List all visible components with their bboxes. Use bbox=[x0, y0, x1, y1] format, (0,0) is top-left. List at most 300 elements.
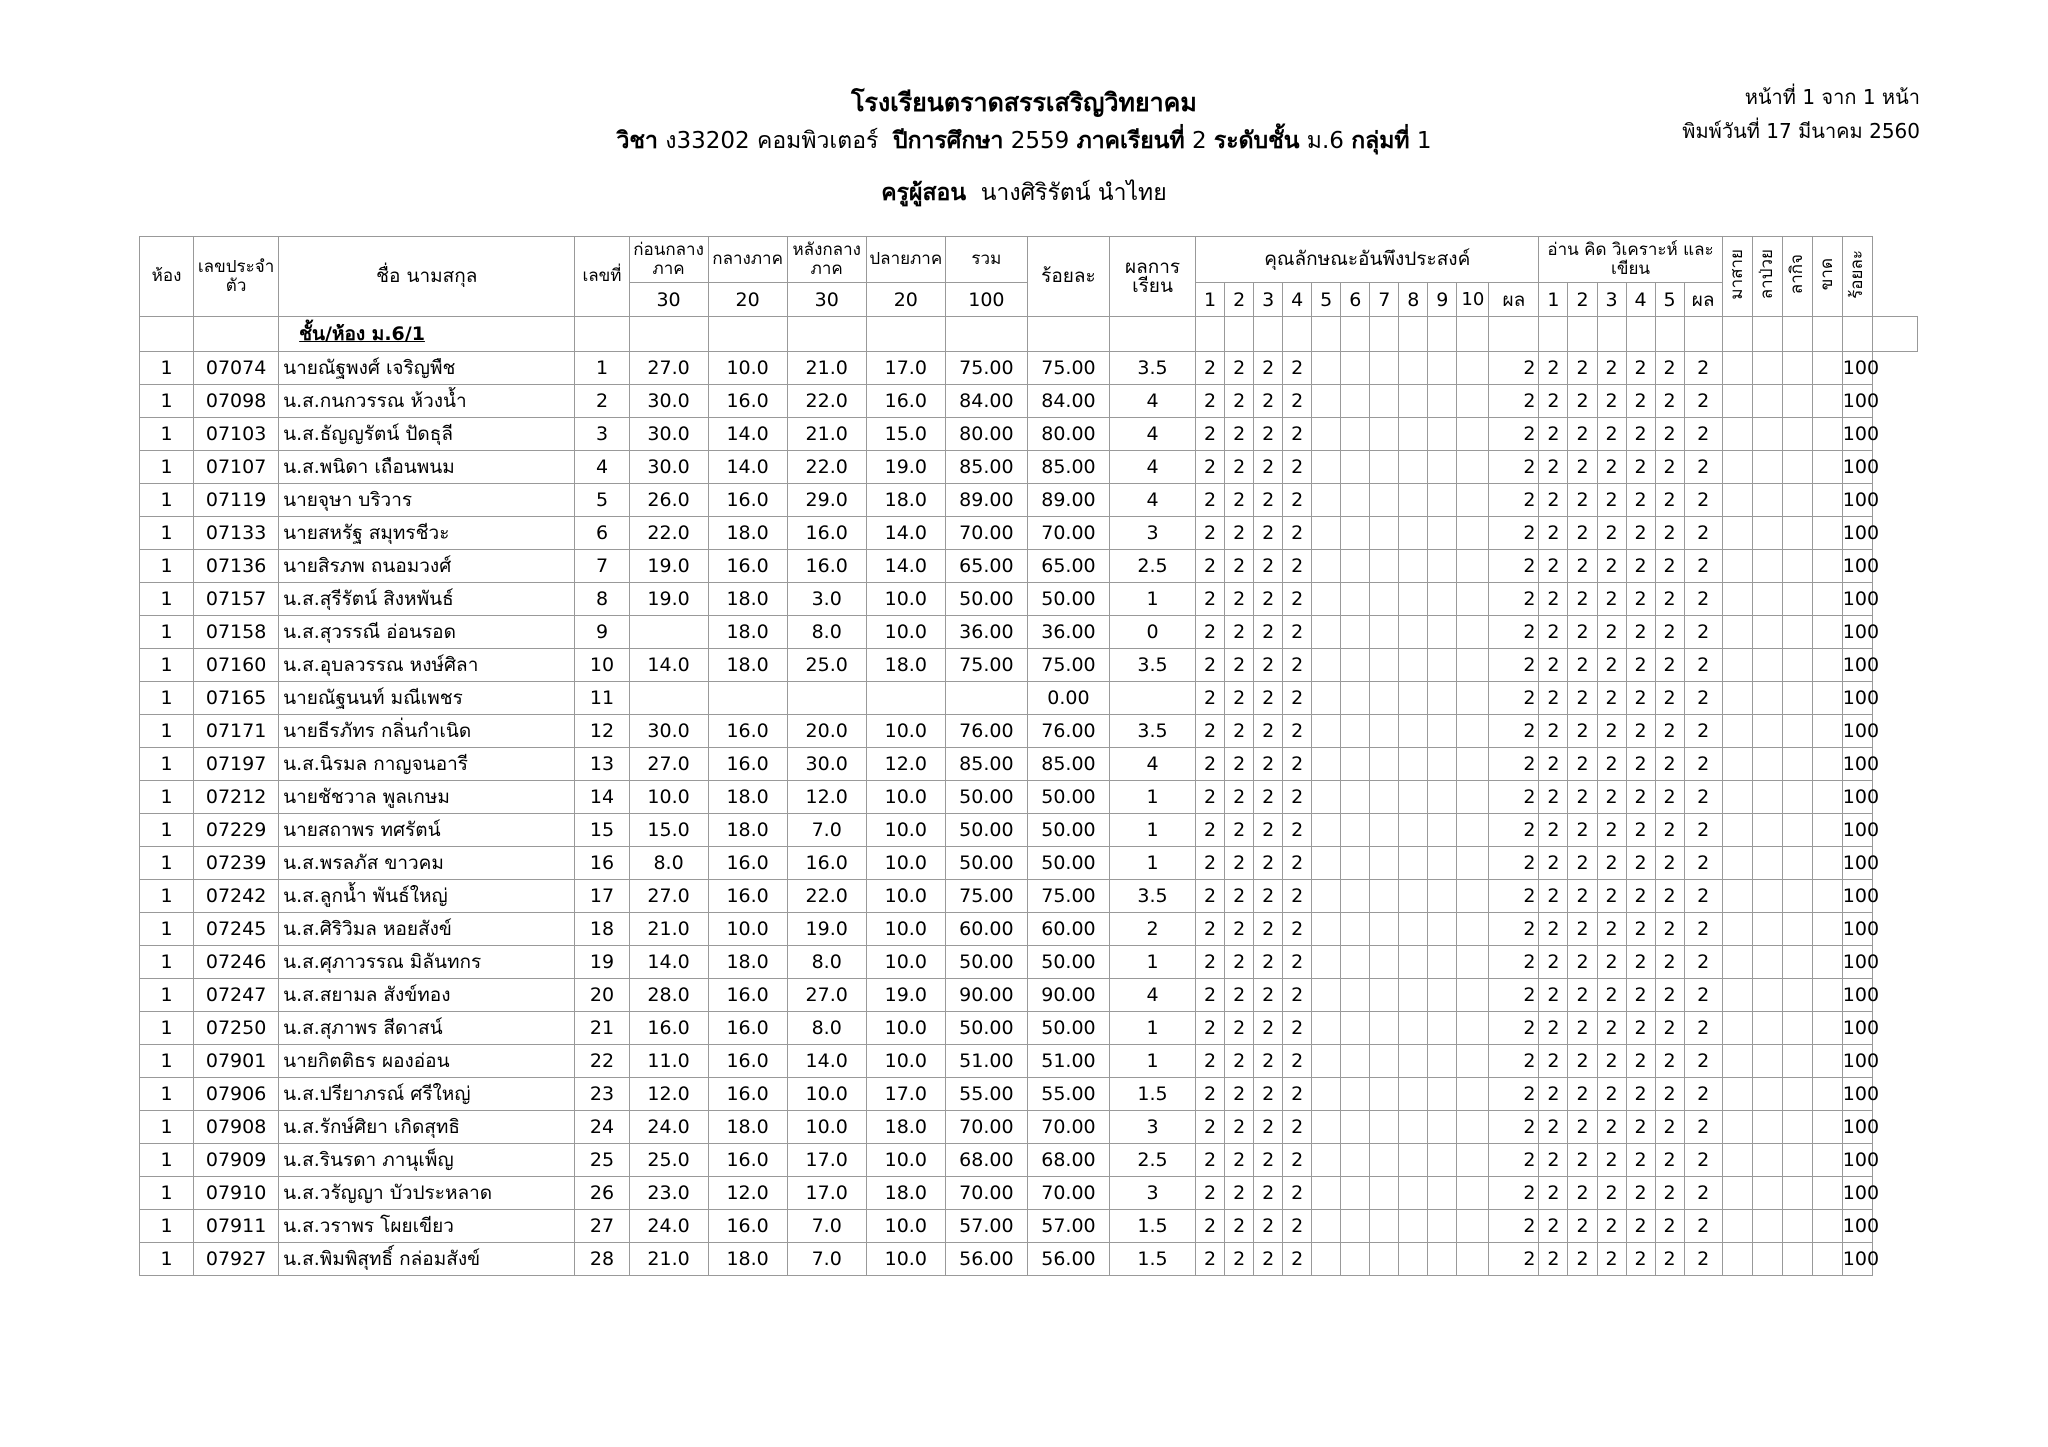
trait-score: 2 bbox=[1254, 1045, 1283, 1078]
post-mid-score: 10.0 bbox=[787, 1078, 866, 1111]
attendance-cell: 100 bbox=[1842, 946, 1872, 979]
post-mid-score: 22.0 bbox=[787, 385, 866, 418]
reading-score: 2 bbox=[1626, 1144, 1655, 1177]
absent-cell bbox=[1812, 781, 1842, 814]
percent-cell: 75.00 bbox=[1027, 880, 1109, 913]
section-cell bbox=[708, 317, 787, 352]
absent-cell bbox=[1812, 979, 1842, 1012]
section-cell bbox=[1196, 317, 1225, 352]
absent-cell bbox=[1812, 616, 1842, 649]
trait-col-4: 4 bbox=[1283, 283, 1312, 317]
reading-score: 2 bbox=[1626, 451, 1655, 484]
number-cell: 17 bbox=[575, 880, 629, 913]
mid-score: 18.0 bbox=[708, 1111, 787, 1144]
attendance-cell: 100 bbox=[1842, 847, 1872, 880]
student-name-cell: น.ส.วรัญญา บัวประหลาด bbox=[279, 1177, 575, 1210]
student-name-cell: น.ส.ศุภาวรรณ มิลันทกร bbox=[279, 946, 575, 979]
reading-score: 2 bbox=[1655, 517, 1684, 550]
total-score: 84.00 bbox=[945, 385, 1027, 418]
school-name: โรงเรียนตราดสรรเสริญวิทยาคม bbox=[851, 88, 1197, 117]
trait-score: 2 bbox=[1225, 979, 1254, 1012]
student-id-cell: 07247 bbox=[194, 979, 279, 1012]
late-cell bbox=[1722, 1243, 1752, 1276]
percent-cell: 50.00 bbox=[1027, 847, 1109, 880]
trait-score bbox=[1399, 1012, 1428, 1045]
sick-cell bbox=[1752, 484, 1782, 517]
trait-result: 2 bbox=[1489, 1111, 1539, 1144]
section-cell bbox=[1655, 317, 1684, 352]
student-name-cell: น.ส.สุภาพร สีดาสน์ bbox=[279, 1012, 575, 1045]
sick-cell bbox=[1752, 1144, 1782, 1177]
mid-score bbox=[708, 682, 787, 715]
post-mid-score: 7.0 bbox=[787, 1243, 866, 1276]
reading-score: 2 bbox=[1626, 715, 1655, 748]
room-cell: 1 bbox=[140, 814, 194, 847]
reading-score: 2 bbox=[1568, 1078, 1597, 1111]
trait-score: 2 bbox=[1283, 418, 1312, 451]
student-name-cell: นายสิรภพ ถนอมวงศ์ bbox=[279, 550, 575, 583]
reading-score: 2 bbox=[1626, 550, 1655, 583]
trait-score bbox=[1399, 649, 1428, 682]
table-row bbox=[140, 1144, 1918, 1177]
trait-result: 2 bbox=[1489, 913, 1539, 946]
trait-score: 2 bbox=[1196, 583, 1225, 616]
reading-score: 2 bbox=[1626, 484, 1655, 517]
trait-score bbox=[1399, 1045, 1428, 1078]
table-row bbox=[140, 385, 1918, 418]
reading-result: 2 bbox=[1684, 1045, 1722, 1078]
leave-cell bbox=[1782, 1111, 1812, 1144]
late-cell bbox=[1722, 880, 1752, 913]
absent-cell bbox=[1812, 946, 1842, 979]
trait-score bbox=[1312, 484, 1341, 517]
trait-score bbox=[1341, 484, 1370, 517]
trait-score bbox=[1312, 1177, 1341, 1210]
trait-score: 2 bbox=[1254, 913, 1283, 946]
reading-score: 2 bbox=[1568, 517, 1597, 550]
student-name-cell: น.ส.สุรีรัตน์ สิงหพันธ์ bbox=[279, 583, 575, 616]
mid-score: 18.0 bbox=[708, 781, 787, 814]
room-cell: 1 bbox=[140, 451, 194, 484]
pre-mid-score: 27.0 bbox=[629, 352, 708, 385]
reading-score: 2 bbox=[1539, 814, 1568, 847]
table-row bbox=[140, 451, 1918, 484]
percent-cell: 80.00 bbox=[1027, 418, 1109, 451]
trait-score bbox=[1370, 517, 1399, 550]
final-score: 18.0 bbox=[866, 484, 945, 517]
number-cell: 10 bbox=[575, 649, 629, 682]
col-room: ห้อง bbox=[140, 237, 194, 317]
trait-score bbox=[1428, 1045, 1457, 1078]
student-name-cell: นายสถาพร ทศรัตน์ bbox=[279, 814, 575, 847]
grade-cell: 2.5 bbox=[1109, 1144, 1195, 1177]
number-cell: 24 bbox=[575, 1111, 629, 1144]
trait-score: 2 bbox=[1225, 484, 1254, 517]
total-score: 70.00 bbox=[945, 517, 1027, 550]
reading-score: 2 bbox=[1568, 748, 1597, 781]
absent-cell bbox=[1812, 451, 1842, 484]
trait-score: 2 bbox=[1283, 814, 1312, 847]
reading-score: 2 bbox=[1539, 946, 1568, 979]
percent-cell: 56.00 bbox=[1027, 1243, 1109, 1276]
reading-score: 2 bbox=[1626, 979, 1655, 1012]
reading-score: 2 bbox=[1655, 550, 1684, 583]
section-cell bbox=[1752, 317, 1782, 352]
total-score: 50.00 bbox=[945, 583, 1027, 616]
col-grade: ผลการเรียน bbox=[1109, 237, 1195, 317]
reading-score: 2 bbox=[1568, 781, 1597, 814]
reading-score: 2 bbox=[1568, 418, 1597, 451]
room-cell: 1 bbox=[140, 979, 194, 1012]
final-score: 14.0 bbox=[866, 517, 945, 550]
final-score: 14.0 bbox=[866, 550, 945, 583]
total-score: 89.00 bbox=[945, 484, 1027, 517]
room-cell: 1 bbox=[140, 385, 194, 418]
trait-score bbox=[1457, 979, 1489, 1012]
room-cell: 1 bbox=[140, 682, 194, 715]
reading-score: 2 bbox=[1568, 484, 1597, 517]
student-name-cell: นายจุษา บริวาร bbox=[279, 484, 575, 517]
leave-cell bbox=[1782, 616, 1812, 649]
reading-score: 2 bbox=[1655, 484, 1684, 517]
trait-score: 2 bbox=[1225, 451, 1254, 484]
col-name: ชื่อ นามสกุล bbox=[279, 237, 575, 317]
reading-score: 2 bbox=[1568, 1045, 1597, 1078]
col-final: ปลายภาค bbox=[866, 237, 945, 283]
trait-score bbox=[1399, 583, 1428, 616]
trait-score bbox=[1399, 682, 1428, 715]
reading-score: 2 bbox=[1568, 880, 1597, 913]
trait-score: 2 bbox=[1254, 1078, 1283, 1111]
reading-score: 2 bbox=[1626, 913, 1655, 946]
pre-mid-score: 19.0 bbox=[629, 550, 708, 583]
reading-score: 2 bbox=[1568, 385, 1597, 418]
trait-score: 2 bbox=[1283, 385, 1312, 418]
absent-cell bbox=[1812, 1144, 1842, 1177]
col-number: เลขที่ bbox=[575, 237, 629, 317]
reading-score: 2 bbox=[1568, 913, 1597, 946]
section-cell bbox=[575, 317, 629, 352]
table-row bbox=[140, 913, 1918, 946]
reading-score: 2 bbox=[1597, 1210, 1626, 1243]
absent-cell bbox=[1812, 550, 1842, 583]
reading-result: 2 bbox=[1684, 1177, 1722, 1210]
trait-score: 2 bbox=[1254, 814, 1283, 847]
reading-score: 2 bbox=[1568, 550, 1597, 583]
reading-score: 2 bbox=[1597, 517, 1626, 550]
reading-result: 2 bbox=[1684, 484, 1722, 517]
attendance-label: ร้อยละ bbox=[1847, 249, 1868, 299]
mid-score: 16.0 bbox=[708, 550, 787, 583]
grade-cell: 2.5 bbox=[1109, 550, 1195, 583]
trait-score: 2 bbox=[1225, 1210, 1254, 1243]
reading-result: 2 bbox=[1684, 682, 1722, 715]
room-cell: 1 bbox=[140, 1078, 194, 1111]
final-score: 10.0 bbox=[866, 880, 945, 913]
trait-col-8: 8 bbox=[1399, 283, 1428, 317]
late-cell bbox=[1722, 1012, 1752, 1045]
post-mid-score: 25.0 bbox=[787, 649, 866, 682]
number-cell: 4 bbox=[575, 451, 629, 484]
trait-score bbox=[1399, 1210, 1428, 1243]
reading-result: 2 bbox=[1684, 649, 1722, 682]
student-id-cell: 07910 bbox=[194, 1177, 279, 1210]
table-row bbox=[140, 715, 1918, 748]
room-cell: 1 bbox=[140, 781, 194, 814]
trait-score bbox=[1312, 352, 1341, 385]
trait-score bbox=[1341, 847, 1370, 880]
sick-cell bbox=[1752, 748, 1782, 781]
total-score: 50.00 bbox=[945, 946, 1027, 979]
final-score: 17.0 bbox=[866, 1078, 945, 1111]
trait-score bbox=[1457, 880, 1489, 913]
trait-score: 2 bbox=[1196, 1210, 1225, 1243]
trait-score bbox=[1312, 1243, 1341, 1276]
student-id-cell: 07212 bbox=[194, 781, 279, 814]
number-cell: 3 bbox=[575, 418, 629, 451]
reading-score: 2 bbox=[1655, 418, 1684, 451]
student-name-cell: น.ส.อุบลวรรณ หงษ์ศิลา bbox=[279, 649, 575, 682]
reading-score: 2 bbox=[1539, 484, 1568, 517]
reading-score: 2 bbox=[1626, 946, 1655, 979]
section-cell bbox=[1283, 317, 1312, 352]
reading-score: 2 bbox=[1597, 616, 1626, 649]
trait-score bbox=[1370, 1078, 1399, 1111]
reading-score: 2 bbox=[1655, 1177, 1684, 1210]
reading-score: 2 bbox=[1626, 418, 1655, 451]
trait-score bbox=[1312, 1210, 1341, 1243]
student-id-cell: 07158 bbox=[194, 616, 279, 649]
leave-cell bbox=[1782, 946, 1812, 979]
total-score: 76.00 bbox=[945, 715, 1027, 748]
percent-cell: 65.00 bbox=[1027, 550, 1109, 583]
sick-cell bbox=[1752, 880, 1782, 913]
pre-mid-score: 11.0 bbox=[629, 1045, 708, 1078]
room-cell: 1 bbox=[140, 649, 194, 682]
student-name-cell: นายสหรัฐ สมุทรชีวะ bbox=[279, 517, 575, 550]
leave-cell bbox=[1782, 550, 1812, 583]
total-score: 80.00 bbox=[945, 418, 1027, 451]
sick-cell bbox=[1752, 385, 1782, 418]
total-score: 57.00 bbox=[945, 1210, 1027, 1243]
reading-score: 2 bbox=[1597, 781, 1626, 814]
reading-score: 2 bbox=[1539, 616, 1568, 649]
number-cell: 11 bbox=[575, 682, 629, 715]
attendance-cell: 100 bbox=[1842, 1144, 1872, 1177]
trait-col-7: 7 bbox=[1370, 283, 1399, 317]
leave-cell bbox=[1782, 484, 1812, 517]
trait-score: 2 bbox=[1283, 1210, 1312, 1243]
section-label: ชั้น/ห้อง ม.6/1 bbox=[279, 317, 575, 352]
pre-mid-score: 10.0 bbox=[629, 781, 708, 814]
percent-cell: 70.00 bbox=[1027, 1177, 1109, 1210]
leave-cell bbox=[1782, 781, 1812, 814]
col-attendance bbox=[1842, 237, 1872, 317]
post-mid-score: 17.0 bbox=[787, 1177, 866, 1210]
trait-score: 2 bbox=[1283, 1012, 1312, 1045]
absent-cell bbox=[1812, 715, 1842, 748]
col-total: รวม bbox=[945, 237, 1027, 283]
mid-score: 16.0 bbox=[708, 979, 787, 1012]
student-id-cell: 07107 bbox=[194, 451, 279, 484]
trait-result-col: ผล bbox=[1489, 283, 1539, 317]
table-row bbox=[140, 1045, 1918, 1078]
mid-score: 18.0 bbox=[708, 649, 787, 682]
attendance-cell: 100 bbox=[1842, 385, 1872, 418]
reading-score: 2 bbox=[1597, 352, 1626, 385]
grade-cell: 1.5 bbox=[1109, 1210, 1195, 1243]
student-name-cell: น.ส.สุวรรณี อ่อนรอด bbox=[279, 616, 575, 649]
trait-score bbox=[1428, 583, 1457, 616]
reading-score: 2 bbox=[1655, 913, 1684, 946]
trait-score bbox=[1457, 913, 1489, 946]
trait-score bbox=[1457, 385, 1489, 418]
trait-score bbox=[1399, 946, 1428, 979]
trait-score bbox=[1341, 583, 1370, 616]
max-post-mid: 30 bbox=[787, 283, 866, 317]
pre-mid-score: 26.0 bbox=[629, 484, 708, 517]
trait-score: 2 bbox=[1254, 880, 1283, 913]
trait-col-2: 2 bbox=[1225, 283, 1254, 317]
attendance-cell: 100 bbox=[1842, 682, 1872, 715]
late-cell bbox=[1722, 946, 1752, 979]
trait-result: 2 bbox=[1489, 484, 1539, 517]
reading-score: 2 bbox=[1539, 451, 1568, 484]
post-mid-score: 8.0 bbox=[787, 616, 866, 649]
final-score: 10.0 bbox=[866, 913, 945, 946]
trait-score bbox=[1399, 385, 1428, 418]
absent-cell bbox=[1812, 913, 1842, 946]
trait-score bbox=[1428, 781, 1457, 814]
reading-score: 2 bbox=[1626, 649, 1655, 682]
percent-cell: 60.00 bbox=[1027, 913, 1109, 946]
trait-score: 2 bbox=[1225, 352, 1254, 385]
reading-result: 2 bbox=[1684, 946, 1722, 979]
reading-score: 2 bbox=[1655, 583, 1684, 616]
student-name-cell: น.ส.นิรมล กาญจนอารี bbox=[279, 748, 575, 781]
reading-score: 2 bbox=[1655, 352, 1684, 385]
trait-score bbox=[1457, 781, 1489, 814]
trait-score bbox=[1341, 1210, 1370, 1243]
trait-score bbox=[1399, 550, 1428, 583]
room-cell: 1 bbox=[140, 517, 194, 550]
section-cell bbox=[1842, 317, 1872, 352]
total-score: 55.00 bbox=[945, 1078, 1027, 1111]
total-score: 50.00 bbox=[945, 847, 1027, 880]
final-score: 10.0 bbox=[866, 1210, 945, 1243]
sick-cell bbox=[1752, 1111, 1782, 1144]
trait-score: 2 bbox=[1254, 616, 1283, 649]
sick-cell bbox=[1752, 418, 1782, 451]
final-score: 10.0 bbox=[866, 583, 945, 616]
reading-score: 2 bbox=[1568, 979, 1597, 1012]
leave-cell bbox=[1782, 451, 1812, 484]
trait-score bbox=[1370, 1144, 1399, 1177]
number-cell: 9 bbox=[575, 616, 629, 649]
student-id-cell: 07098 bbox=[194, 385, 279, 418]
trait-score bbox=[1428, 1111, 1457, 1144]
trait-score bbox=[1428, 1144, 1457, 1177]
total-score: 50.00 bbox=[945, 814, 1027, 847]
grade-cell: 1 bbox=[1109, 1012, 1195, 1045]
trait-score: 2 bbox=[1254, 649, 1283, 682]
number-cell: 15 bbox=[575, 814, 629, 847]
late-cell bbox=[1722, 1177, 1752, 1210]
trait-result: 2 bbox=[1489, 418, 1539, 451]
trait-score bbox=[1312, 451, 1341, 484]
trait-score bbox=[1428, 946, 1457, 979]
reading-score: 2 bbox=[1568, 649, 1597, 682]
total-score: 50.00 bbox=[945, 1012, 1027, 1045]
reading-result: 2 bbox=[1684, 385, 1722, 418]
number-cell: 27 bbox=[575, 1210, 629, 1243]
number-cell: 8 bbox=[575, 583, 629, 616]
percent-cell: 70.00 bbox=[1027, 517, 1109, 550]
reading-result: 2 bbox=[1684, 1111, 1722, 1144]
sick-cell bbox=[1752, 715, 1782, 748]
final-score: 10.0 bbox=[866, 847, 945, 880]
attendance-cell: 100 bbox=[1842, 814, 1872, 847]
student-name-cell: น.ส.ลูกน้ำ พันธ์ใหญ่ bbox=[279, 880, 575, 913]
print-date: พิมพ์วันที่ 17 มีนาคม 2560 bbox=[1682, 119, 1920, 143]
trait-score: 2 bbox=[1225, 1243, 1254, 1276]
grade-cell: 4 bbox=[1109, 484, 1195, 517]
trait-score bbox=[1341, 649, 1370, 682]
reading-score: 2 bbox=[1655, 1144, 1684, 1177]
trait-score: 2 bbox=[1196, 880, 1225, 913]
trait-score bbox=[1399, 1111, 1428, 1144]
trait-score bbox=[1341, 715, 1370, 748]
trait-score: 2 bbox=[1225, 649, 1254, 682]
trait-score: 2 bbox=[1225, 1078, 1254, 1111]
reading-col-4: 4 bbox=[1626, 283, 1655, 317]
trait-score bbox=[1457, 352, 1489, 385]
total-score: 70.00 bbox=[945, 1111, 1027, 1144]
number-cell: 25 bbox=[575, 1144, 629, 1177]
trait-score bbox=[1428, 385, 1457, 418]
trait-score bbox=[1457, 1078, 1489, 1111]
grade-cell: 0 bbox=[1109, 616, 1195, 649]
pre-mid-score: 25.0 bbox=[629, 1144, 708, 1177]
student-id-cell: 07103 bbox=[194, 418, 279, 451]
trait-score bbox=[1341, 1078, 1370, 1111]
absent-cell bbox=[1812, 814, 1842, 847]
post-mid-score: 7.0 bbox=[787, 814, 866, 847]
attendance-cell: 100 bbox=[1842, 484, 1872, 517]
trait-score: 2 bbox=[1196, 682, 1225, 715]
trait-result: 2 bbox=[1489, 1144, 1539, 1177]
number-cell: 23 bbox=[575, 1078, 629, 1111]
reading-score: 2 bbox=[1539, 649, 1568, 682]
trait-score: 2 bbox=[1225, 781, 1254, 814]
reading-score: 2 bbox=[1539, 385, 1568, 418]
trait-score bbox=[1399, 1177, 1428, 1210]
percent-cell: 50.00 bbox=[1027, 583, 1109, 616]
reading-result: 2 bbox=[1684, 1078, 1722, 1111]
trait-score bbox=[1341, 913, 1370, 946]
final-score: 10.0 bbox=[866, 715, 945, 748]
post-mid-score: 30.0 bbox=[787, 748, 866, 781]
section-cell bbox=[1370, 317, 1399, 352]
reading-score: 2 bbox=[1539, 781, 1568, 814]
trait-result: 2 bbox=[1489, 979, 1539, 1012]
absent-cell bbox=[1812, 583, 1842, 616]
late-cell bbox=[1722, 484, 1752, 517]
reading-score: 2 bbox=[1597, 880, 1626, 913]
total-score: 90.00 bbox=[945, 979, 1027, 1012]
reading-score: 2 bbox=[1655, 682, 1684, 715]
late-cell bbox=[1722, 418, 1752, 451]
